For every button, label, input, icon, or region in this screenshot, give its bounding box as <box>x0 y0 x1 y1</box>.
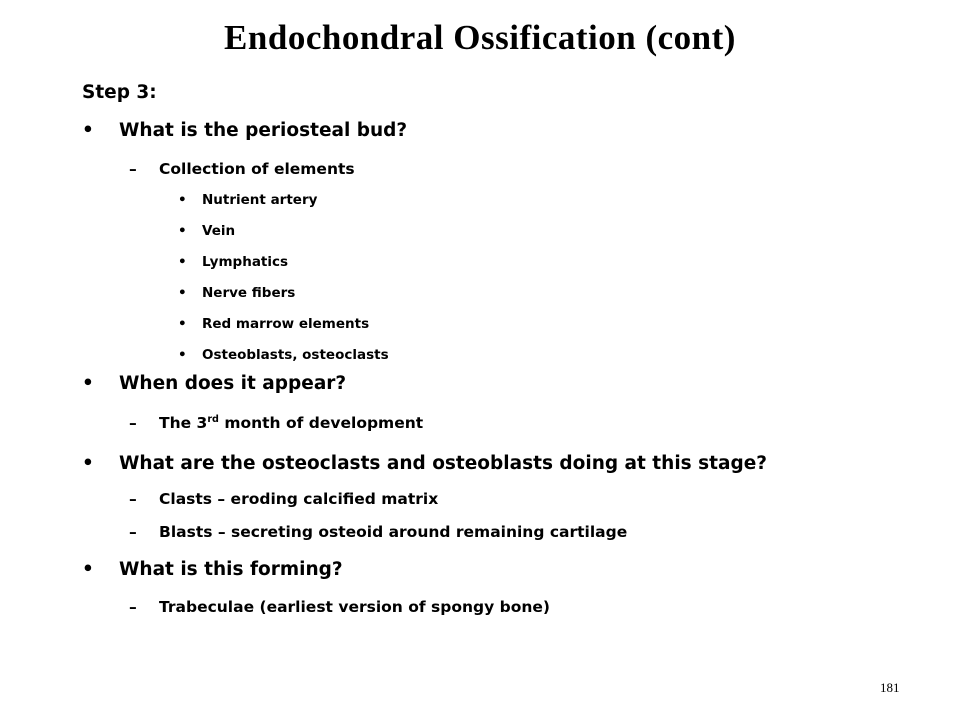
bullet-marker: • <box>178 347 187 363</box>
dash-marker: – <box>129 414 137 432</box>
bullet-text: When does it appear? <box>119 373 347 394</box>
ordinal-superscript: rd <box>207 414 219 426</box>
step-label: Step 3: <box>82 82 157 103</box>
bullet-marker: • <box>82 120 94 141</box>
bullet-marker: • <box>178 254 187 270</box>
bullet-marker: • <box>82 559 94 580</box>
list-item-text: Red marrow elements <box>202 316 370 332</box>
bullet-text: What are the osteoclasts and osteoblasts doing at this stage? <box>119 453 767 474</box>
bullet-marker: • <box>82 453 94 474</box>
list-item-text: Lymphatics <box>202 254 289 270</box>
dash-marker: – <box>129 160 137 178</box>
bullet-marker: • <box>178 316 187 332</box>
list-item-text: Nerve fibers <box>202 285 296 301</box>
dash-marker: – <box>129 523 137 541</box>
bullet-text: What is this forming? <box>119 559 343 580</box>
sub-item-text: Clasts – eroding calcified matrix <box>159 490 439 508</box>
bullet-marker: • <box>178 192 187 208</box>
bullet-text: What is the periosteal bud? <box>119 120 408 141</box>
bullet-marker: • <box>82 373 94 394</box>
slide-title: Endochondral Ossification (cont) <box>224 18 736 57</box>
sub-item-text <box>159 414 423 432</box>
sub-item-text-prefix: The 3 <box>159 414 208 432</box>
bullet-marker: • <box>178 285 187 301</box>
sub-item-text: Collection of elements <box>159 160 355 178</box>
sub-item-text: Trabeculae (earliest version of spongy bone) <box>159 598 550 616</box>
sub-item-text-suffix: month of development <box>218 414 424 432</box>
list-item-text: Nutrient artery <box>202 192 318 208</box>
bullet-marker: • <box>178 223 187 239</box>
slide-number: 181 <box>880 680 900 695</box>
list-item-text: Vein <box>202 223 236 239</box>
dash-marker: – <box>129 598 137 616</box>
sub-item-text: Blasts – secreting osteoid around remaining cartilage <box>159 523 628 541</box>
dash-marker: – <box>129 490 137 508</box>
list-item-text: Osteoblasts, osteoclasts <box>202 347 389 363</box>
